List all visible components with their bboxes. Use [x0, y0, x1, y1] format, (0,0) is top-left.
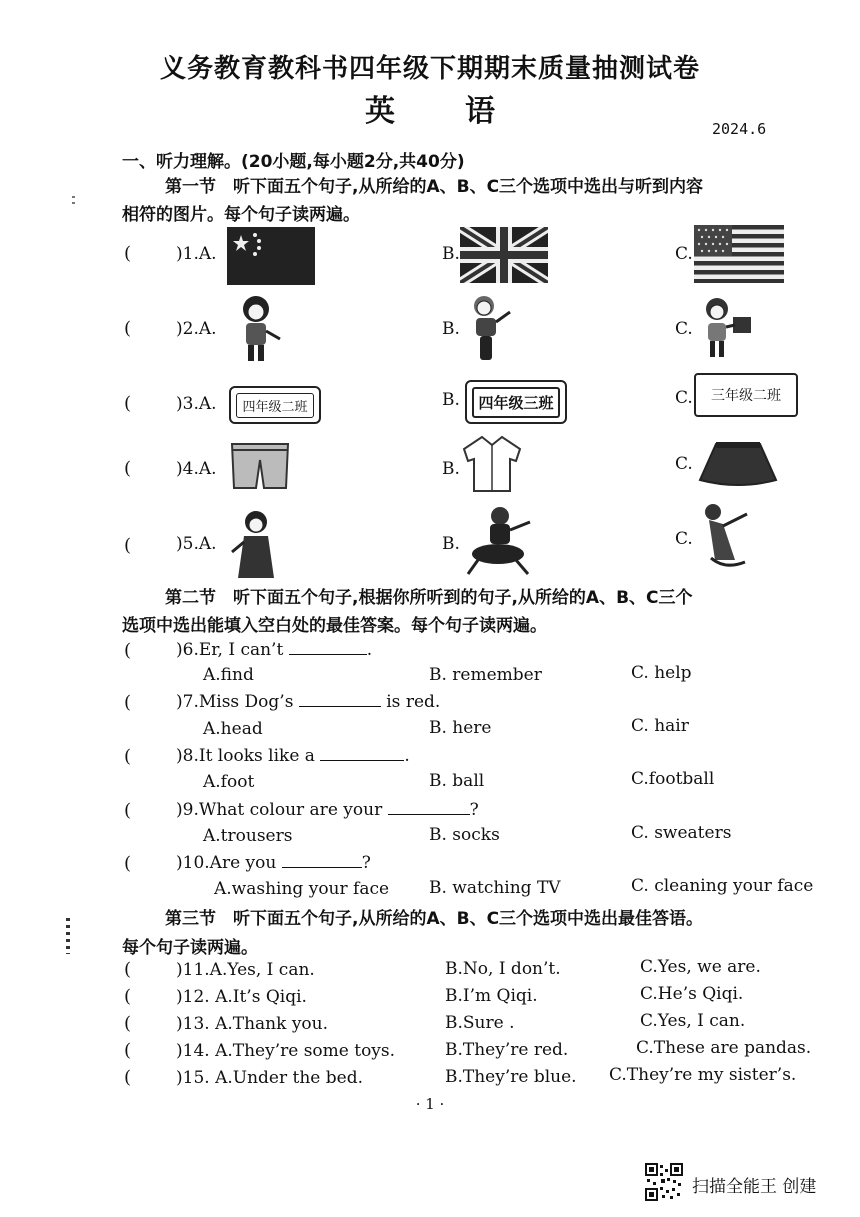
answer-paren[interactable]: ( [124, 986, 132, 1007]
section2-instruction-cont: 选项中选出能填入空白处的最佳答案。每个句子读两遍。 [122, 616, 547, 636]
section3-instruction-cont: 每个句子读两遍。 [122, 938, 258, 958]
shirt-icon [460, 433, 524, 495]
page-number: · 1 · [415, 1095, 445, 1113]
china-flag-icon [227, 227, 315, 285]
exam-title: 义务教育教科书四年级下期期末质量抽测试卷 [159, 54, 700, 84]
question-8-stem [176, 746, 410, 766]
answer-blank[interactable] [282, 866, 362, 868]
stem-end: ? [361, 853, 371, 873]
option-b-label: B. [442, 534, 460, 554]
stem-text: )10.Are you [176, 853, 277, 873]
answer-blank[interactable] [289, 653, 367, 655]
question-14-option-c[interactable]: C.These are pandas. [636, 1038, 812, 1058]
option-c[interactable]: C. hair [631, 716, 689, 736]
option-c-label: C. [675, 388, 693, 408]
option-b[interactable]: B. here [429, 718, 492, 738]
option-c-label: C. [675, 529, 693, 549]
dancer-figure-icon [695, 500, 755, 572]
us-flag-icon [694, 225, 784, 283]
option-b[interactable]: B. remember [429, 665, 542, 685]
man-riding-icon [460, 504, 540, 576]
exam-date: 2024.6 [712, 120, 767, 138]
answer-paren[interactable]: ( [124, 1040, 132, 1061]
answer-paren[interactable]: ( [124, 243, 132, 264]
boy-figure-icon [462, 292, 514, 362]
question-7-stem [176, 692, 440, 712]
qr-code-icon [645, 1163, 683, 1201]
question-11-option-c[interactable]: C.Yes, we are. [640, 957, 761, 977]
stem-end: . [366, 640, 373, 660]
option-c-label: C. [675, 454, 693, 474]
option-c[interactable]: C. help [631, 663, 692, 683]
option-b[interactable]: B. ball [429, 771, 485, 791]
question-3-label: )3.A. [176, 394, 217, 414]
answer-paren[interactable]: ( [124, 458, 132, 479]
class-sign-b-text: 四年级三班 [472, 387, 559, 418]
question-12-option-c[interactable]: C.He’s Qiqi. [640, 984, 744, 1004]
class-sign-a-text: 四年级二班 [236, 393, 313, 418]
option-c-label: C. [675, 319, 693, 339]
question-12-option-a[interactable]: )12. A.It’s Qiqi. [176, 987, 307, 1007]
option-b[interactable]: B. socks [429, 825, 500, 845]
class-sign-b [465, 380, 567, 424]
question-1-label: )1.A. [176, 244, 217, 264]
stem-end: ? [469, 800, 479, 820]
answer-paren[interactable]: ( [124, 959, 132, 980]
stem-end: . [404, 746, 410, 766]
answer-paren[interactable]: ( [124, 640, 132, 661]
stem-end: is red. [386, 692, 441, 712]
stem-text: )7.Miss Dog’s [176, 692, 294, 712]
answer-paren[interactable]: ( [124, 800, 132, 821]
question-4-label: )4.A. [176, 459, 217, 479]
subject-title: 英语 [365, 94, 565, 129]
option-c[interactable]: C. sweaters [631, 823, 732, 843]
question-13-option-a[interactable]: )13. A.Thank you. [176, 1014, 329, 1034]
section3-instruction: 第三节 听下面五个句子,从所给的A、B、C三个选项中选出最佳答语。 [165, 909, 704, 929]
stem-text: )6.Er, I can’t [176, 640, 284, 660]
question-2-label: )2.A. [176, 319, 217, 339]
girl-figure-icon [230, 293, 285, 363]
shorts-icon [228, 440, 292, 490]
option-a[interactable]: A.head [203, 719, 263, 739]
woman-figure-icon [228, 508, 286, 580]
answer-paren[interactable]: ( [124, 1013, 132, 1034]
answer-paren[interactable]: ( [124, 853, 132, 874]
option-a[interactable]: A.foot [203, 772, 255, 792]
answer-paren[interactable]: ( [124, 692, 132, 713]
option-b-label: B. [442, 244, 460, 264]
option-a[interactable]: A.find [203, 665, 254, 685]
question-9-stem [176, 800, 479, 820]
section1-instruction: 第一节 听下面五个句子,从所给的A、B、C三个选项中选出与听到内容 [165, 177, 704, 197]
class-sign-c-text: 三年级二班 [711, 388, 781, 404]
answer-blank[interactable] [388, 813, 470, 815]
answer-blank[interactable] [320, 759, 404, 761]
option-b-label: B. [442, 459, 460, 479]
option-c[interactable]: C.football [631, 769, 715, 789]
question-15-option-a[interactable]: )15. A.Under the bed. [176, 1068, 363, 1088]
question-12-option-b[interactable]: B.I’m Qiqi. [445, 986, 538, 1006]
question-6-stem [176, 640, 372, 660]
margin-dots [66, 918, 70, 954]
option-c[interactable]: C. cleaning your face [631, 876, 814, 896]
option-b[interactable]: B. watching TV [429, 878, 561, 898]
answer-paren[interactable]: ( [124, 1067, 132, 1088]
question-14-option-a[interactable]: )14. A.They’re some toys. [176, 1041, 396, 1061]
question-15-option-c[interactable]: C.They’re my sister’s. [609, 1065, 797, 1085]
question-11-option-b[interactable]: B.No, I don’t. [445, 959, 561, 979]
option-c-label: C. [675, 244, 693, 264]
option-a[interactable]: A.washing your face [214, 879, 390, 899]
scanner-watermark: 扫描全能王 创建 [692, 1177, 817, 1197]
answer-paren[interactable]: ( [124, 535, 132, 556]
skirt-icon [698, 440, 778, 488]
margin-mark [72, 196, 75, 208]
question-11-option-a[interactable]: )11.A.Yes, I can. [176, 960, 315, 980]
class-sign-c [694, 373, 798, 417]
question-15-option-b[interactable]: B.They’re blue. [445, 1067, 577, 1087]
uk-flag-icon [460, 227, 548, 283]
answer-paren[interactable]: ( [124, 318, 132, 339]
question-13-option-b[interactable]: B.Sure . [445, 1013, 515, 1033]
stem-text: )8.It looks like a [176, 746, 315, 766]
answer-blank[interactable] [299, 705, 381, 707]
section1-instruction-cont: 相符的图片。每个句子读两遍。 [122, 205, 360, 225]
option-a[interactable]: A.trousers [203, 826, 293, 846]
question-14-option-b[interactable]: B.They’re red. [445, 1040, 569, 1060]
question-5-label: )5.A. [176, 534, 217, 554]
girl-with-bag-icon [697, 295, 755, 360]
question-13-option-c[interactable]: C.Yes, I can. [640, 1011, 746, 1031]
answer-paren[interactable]: ( [124, 746, 132, 767]
section2-instruction: 第二节 听下面五个句子,根据你所听到的句子,从所给的A、B、C三个 [165, 588, 693, 608]
part-heading: 一、听力理解。(20小题,每小题2分,共40分) [122, 152, 465, 172]
stem-text: )9.What colour are your [176, 800, 383, 820]
option-b-label: B. [442, 390, 460, 410]
question-10-stem [176, 853, 371, 873]
class-sign-a [229, 386, 321, 424]
answer-paren[interactable]: ( [124, 393, 132, 414]
option-b-label: B. [442, 319, 460, 339]
